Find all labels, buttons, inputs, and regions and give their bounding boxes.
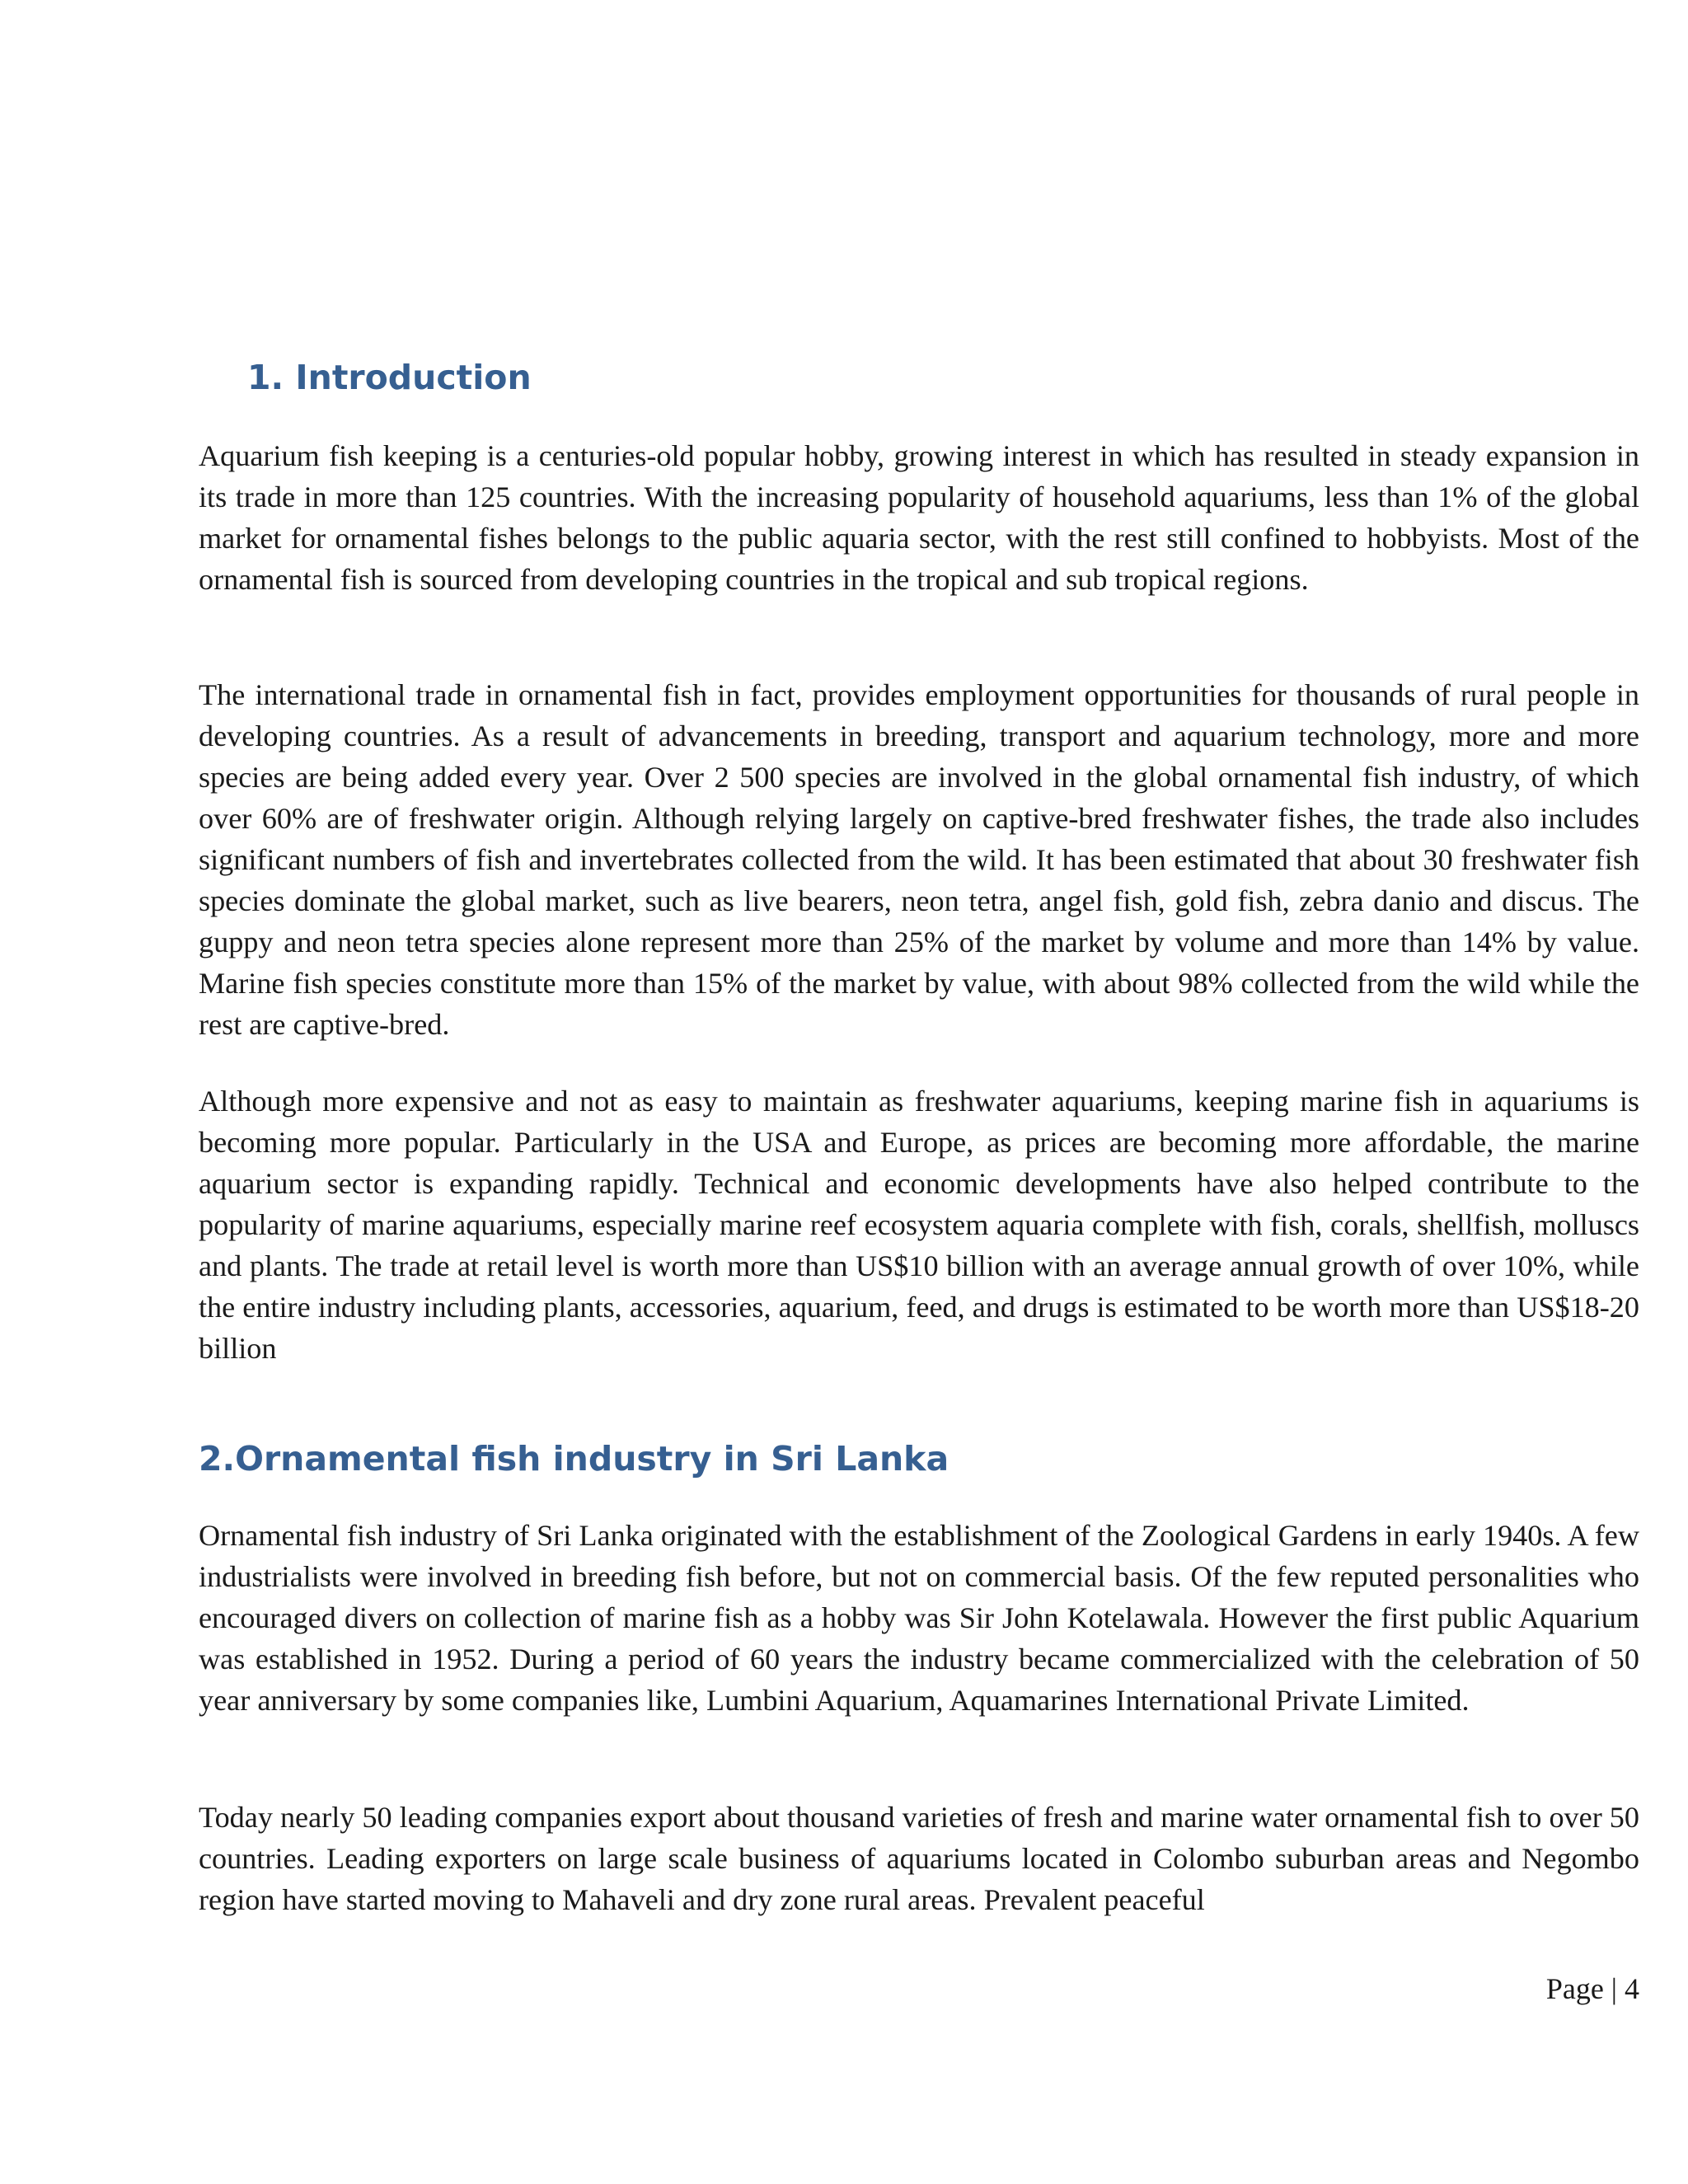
- paragraph-sri-lanka-1: Ornamental fish industry of Sri Lanka originated with the establishment of the Zoological Gardens in early 1940s. A few industrialists were involved in breeding fish before, but not on commercial basis. Of the few reputed personalities who encouraged divers on collection of marine fish as a hobby was Sir John Kotelawala. However the first public Aquarium was established in 1952. During a period of 60 years the industry became commercialized with the celebration of 50 year anniversary by some companies like, Lumbini Aquarium, Aquamarines International Private Limited.: [199, 1519, 1639, 1717]
- paragraph-sri-lanka-2: Today nearly 50 leading companies export about thousand varieties of fresh and marine water ornamental fish to over 50 countries. Leading exporters on large scale business of aquariums located in Colombo suburban areas and Negombo region have started moving to Mahaveli and dry zone rural areas. Prevalent peaceful: [199, 1801, 1639, 1916]
- paragraph-intro-1: Aquarium fish keeping is a centuries-old popular hobby, growing interest in which has resulted in steady expansion in its trade in more than 125 countries. With the increasing popularity of household aquariums, less than 1% of the global market for ornamental fishes belongs to the public aquaria sector, with the rest still confined to hobbyists. Most of the ornamental fish is sourced from developing countries in the tropical and sub tropical regions.: [199, 439, 1639, 596]
- section-heading-introduction: 1. Introduction: [247, 358, 532, 397]
- paragraph-intro-2: The international trade in ornamental fish in fact, provides employment opportunities for thousands of rural people in developing countries. As a result of advancements in breeding, transport and aquarium technology, more and more species are being added every year. Over 2 500 species are involved in the global ornamental fish industry, of which over 60% are of freshwater origin. Although relying largely on captive-bred freshwater fishes, the trade also includes significant numbers of fish and invertebrates collected from the wild. It has been estimated that about 30 freshwater fish species dominate the global market, such as live bearers, neon tetra, angel fish, gold fish, zebra danio and discus. The guppy and neon tetra species alone represent more than 25% of the market by volume and more than 14% by value. Marine fish species constitute more than 15% of the market by value, with about 98% collected from the wild while the rest are captive-bred.: [199, 678, 1639, 1041]
- section-heading-sri-lanka: 2.Ornamental fish industry in Sri Lanka: [199, 1439, 950, 1479]
- paragraph-intro-3: Although more expensive and not as easy to maintain as freshwater aquariums, keeping marine fish in aquariums is becoming more popular. Particularly in the USA and Europe, as prices are becoming more affordable, the marine aquarium sector is expanding rapidly. Technical and economic developments have also helped contribute to the popularity of marine aquariums, especially marine reef ecosystem aquaria complete with fish, corals, shellfish, molluscs and plants. The trade at retail level is worth more than US$10 billion with an average annual growth of over 10%, while the entire industry including plants, accessories, aquarium, feed, and drugs is estimated to be worth more than US$18-20 billion: [199, 1085, 1639, 1365]
- page-number: Page | 4: [1545, 1972, 1639, 2005]
